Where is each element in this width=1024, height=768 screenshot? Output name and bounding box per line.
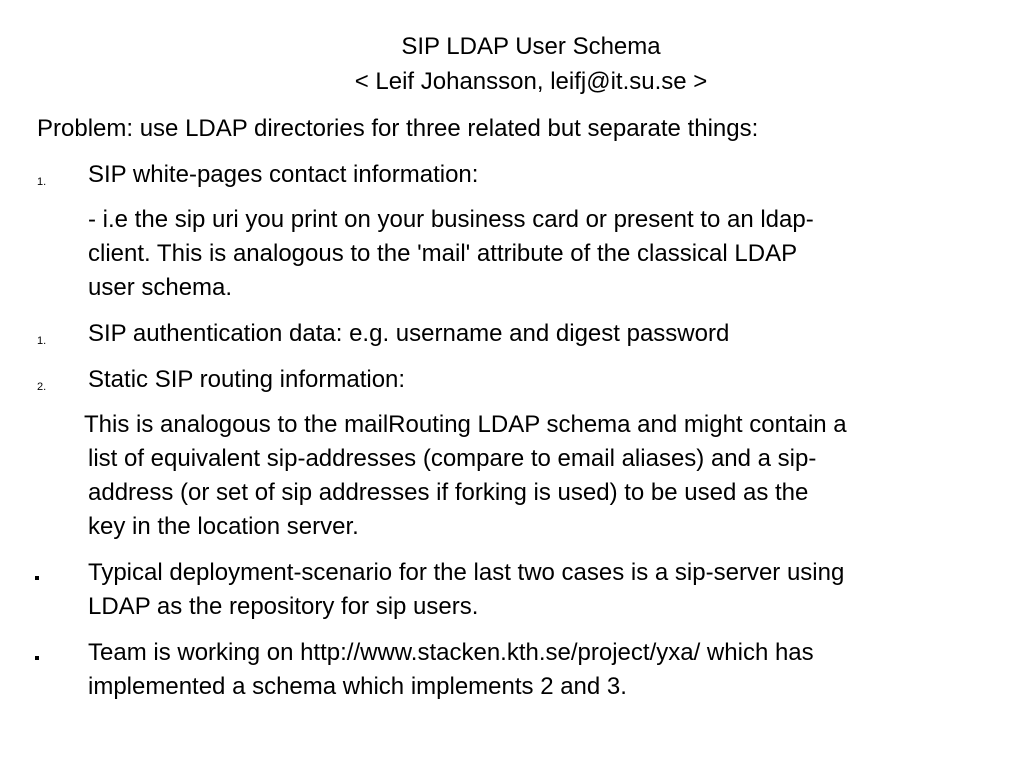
slide-title bbox=[0, 29, 1024, 99]
bullet-item-deployment-cont: LDAP as the repository for sip users. bbox=[88, 593, 479, 620]
title-line-1: SIP LDAP User Schema bbox=[401, 33, 661, 60]
bullet-item-deployment: Typical deployment-scenario for the last two cases is a sip-server using bbox=[88, 559, 845, 586]
list-number: 1. bbox=[37, 335, 47, 347]
detail-line: user schema. bbox=[88, 274, 233, 301]
bullet-item-team-cont: implemented a schema which implements 2 and 3. bbox=[88, 673, 627, 700]
bullet-item-team: Team is working on http://www.stacken.kth.se/project/yxa/ which has bbox=[88, 639, 814, 666]
title-line-2: < Leif Johansson, leifj@it.su.se > bbox=[354, 68, 708, 95]
detail-line: address (or set of sip addresses if forking is used) to be used as the bbox=[88, 479, 809, 506]
problem-statement: Problem: use LDAP directories for three related but separate things: bbox=[37, 115, 759, 142]
detail-line: key in the location server. bbox=[88, 513, 359, 540]
list-number: 2. bbox=[37, 381, 47, 393]
list-number: 1. bbox=[37, 176, 47, 188]
list-item-authentication: SIP authentication data: e.g. username and digest password bbox=[88, 320, 730, 347]
list-item-routing: Static SIP routing information: bbox=[88, 366, 406, 393]
detail-line: - i.e the sip uri you print on your business card or present to an ldap- bbox=[88, 206, 814, 233]
detail-line: client. This is analogous to the 'mail' attribute of the classical LDAP bbox=[88, 240, 798, 267]
bullet-marker bbox=[35, 656, 39, 660]
detail-line: list of equivalent sip-addresses (compare to email aliases) and a sip- bbox=[88, 445, 817, 472]
list-item-white-pages: SIP white-pages contact information: bbox=[88, 161, 479, 188]
detail-line: This is analogous to the mailRouting LDAP schema and might contain a bbox=[84, 411, 847, 438]
bullet-marker bbox=[35, 576, 39, 580]
